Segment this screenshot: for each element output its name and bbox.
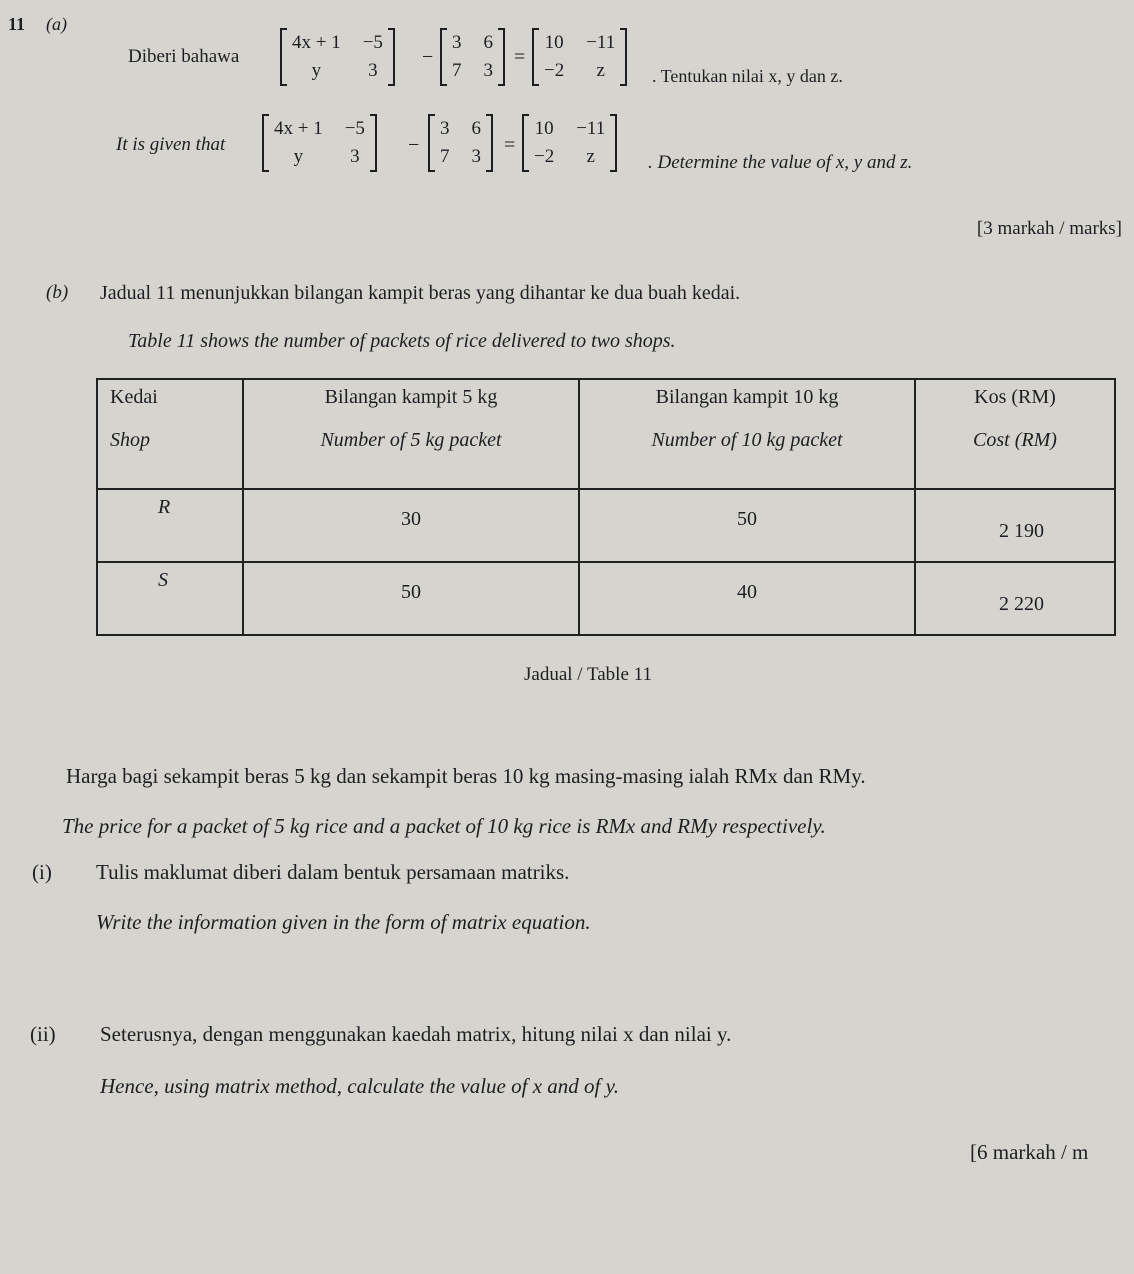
price-english: The price for a packet of 5 kg rice and a packet of 10 kg rice is RMx and RMy respectively. — [62, 814, 826, 838]
part-b-malay-intro: Jadual 11 menunjukkan bilangan kampit beras yang dihantar ke dua buah kedai. — [100, 282, 741, 304]
matrix-2-cell: 7 — [440, 145, 450, 167]
matrix-2-cell: 6 — [471, 118, 481, 139]
matrix-3-cell: −11 — [576, 118, 606, 139]
table-cell: 2 220 — [915, 562, 1115, 635]
minus-sign: − — [408, 134, 420, 156]
matrix-1-cell: y — [311, 59, 322, 81]
table-header-cell — [915, 379, 1115, 489]
matrix-1-cell: 3 — [350, 145, 360, 167]
table-cell: 50 — [579, 489, 915, 562]
part-b-english-intro: Table 11 shows the number of packets of rice delivered to two shops. — [128, 330, 676, 352]
table-header-cell — [579, 379, 915, 489]
part-a-english-task: . Determine the value of x, y and z. — [648, 152, 913, 173]
matrix-3-cell: −2 — [544, 59, 565, 81]
matrix-1-malay — [280, 30, 395, 84]
table-cell: 30 — [243, 489, 579, 562]
matrix-2-cell: 6 — [483, 32, 493, 53]
matrix-2-cell: 3 — [440, 118, 450, 139]
header-english: Cost (RM) — [973, 429, 1057, 451]
matrix-2-cell: 3 — [483, 59, 493, 81]
matrix-2-cell: 3 — [471, 145, 481, 167]
part-a-english-intro: It is given that — [116, 134, 226, 155]
header-malay: Bilangan kampit 5 kg — [324, 386, 498, 408]
matrix-1-english — [262, 116, 377, 170]
part-a-malay-task: . Tentukan nilai x, y dan z. — [652, 66, 843, 86]
matrix-3-cell: −2 — [534, 145, 555, 167]
question-number: 11 — [8, 14, 26, 34]
price-malay: Harga bagi sekampit beras 5 kg dan sekampit beras 10 kg masing-masing ialah RMx dan RMy. — [66, 764, 866, 788]
matrix-3-english — [522, 116, 617, 170]
header-malay: Kos (RM) — [974, 386, 1056, 408]
table-header-row — [97, 379, 1115, 489]
matrix-1-cell: 4x + 1 — [274, 118, 323, 139]
part-a-label: (a) — [46, 14, 67, 34]
sub-i-english: Write the information given in the form of matrix equation. — [96, 910, 591, 934]
matrix-3-malay — [532, 30, 627, 84]
matrix-3-cell: z — [586, 145, 595, 167]
table-cell: 50 — [243, 562, 579, 635]
part-a-malay-intro: Diberi bahawa — [128, 46, 240, 67]
sub-ii-malay: Seterusnya, dengan menggunakan kaedah matrix, hitung nilai x dan nilai y. — [100, 1022, 732, 1046]
table-header-cell — [97, 379, 243, 489]
equals-sign: = — [514, 46, 526, 68]
table-row — [97, 562, 1115, 635]
matrix-2-english — [428, 116, 493, 170]
table-cell: R — [97, 489, 243, 562]
part-b-label: (b) — [46, 282, 69, 303]
matrix-1-cell: −5 — [362, 32, 383, 53]
sub-i-malay: Tulis maklumat diberi dalam bentuk persamaan matriks. — [96, 860, 570, 884]
rice-delivery-table — [96, 378, 1116, 636]
matrix-3-cell: 10 — [534, 118, 554, 139]
header-english: Shop — [110, 429, 150, 451]
part-b-marks: [6 markah / m — [970, 1140, 1089, 1164]
header-english: Number of 10 kg packet — [651, 429, 843, 451]
matrix-2-cell: 7 — [452, 59, 462, 81]
table-row — [97, 489, 1115, 562]
table-caption: Jadual / Table 11 — [524, 664, 652, 685]
matrix-1-cell: y — [293, 145, 304, 167]
table-cell: 40 — [579, 562, 915, 635]
matrix-2-malay — [440, 30, 505, 84]
matrix-3-cell: z — [596, 59, 605, 81]
minus-sign: − — [422, 46, 434, 68]
equals-sign: = — [504, 134, 516, 156]
table-header-cell — [243, 379, 579, 489]
matrix-2-cell: 3 — [452, 32, 462, 53]
part-a-marks: [3 markah / marks] — [976, 218, 1122, 239]
matrix-1-cell: −5 — [344, 118, 365, 139]
matrix-3-cell: 10 — [544, 32, 564, 53]
table-cell: S — [97, 562, 243, 635]
header-malay: Kedai — [110, 386, 158, 408]
sub-i-label: (i) — [32, 860, 52, 884]
sub-ii-label: (ii) — [30, 1022, 56, 1046]
matrix-1-cell: 4x + 1 — [292, 32, 341, 53]
matrix-1-cell: 3 — [368, 59, 378, 81]
header-malay: Bilangan kampit 10 kg — [655, 386, 839, 408]
matrix-3-cell: −11 — [586, 32, 616, 53]
header-english: Number of 5 kg packet — [320, 429, 502, 451]
sub-ii-english: Hence, using matrix method, calculate the value of x and of y. — [100, 1074, 620, 1098]
table-cell: 2 190 — [915, 489, 1115, 562]
